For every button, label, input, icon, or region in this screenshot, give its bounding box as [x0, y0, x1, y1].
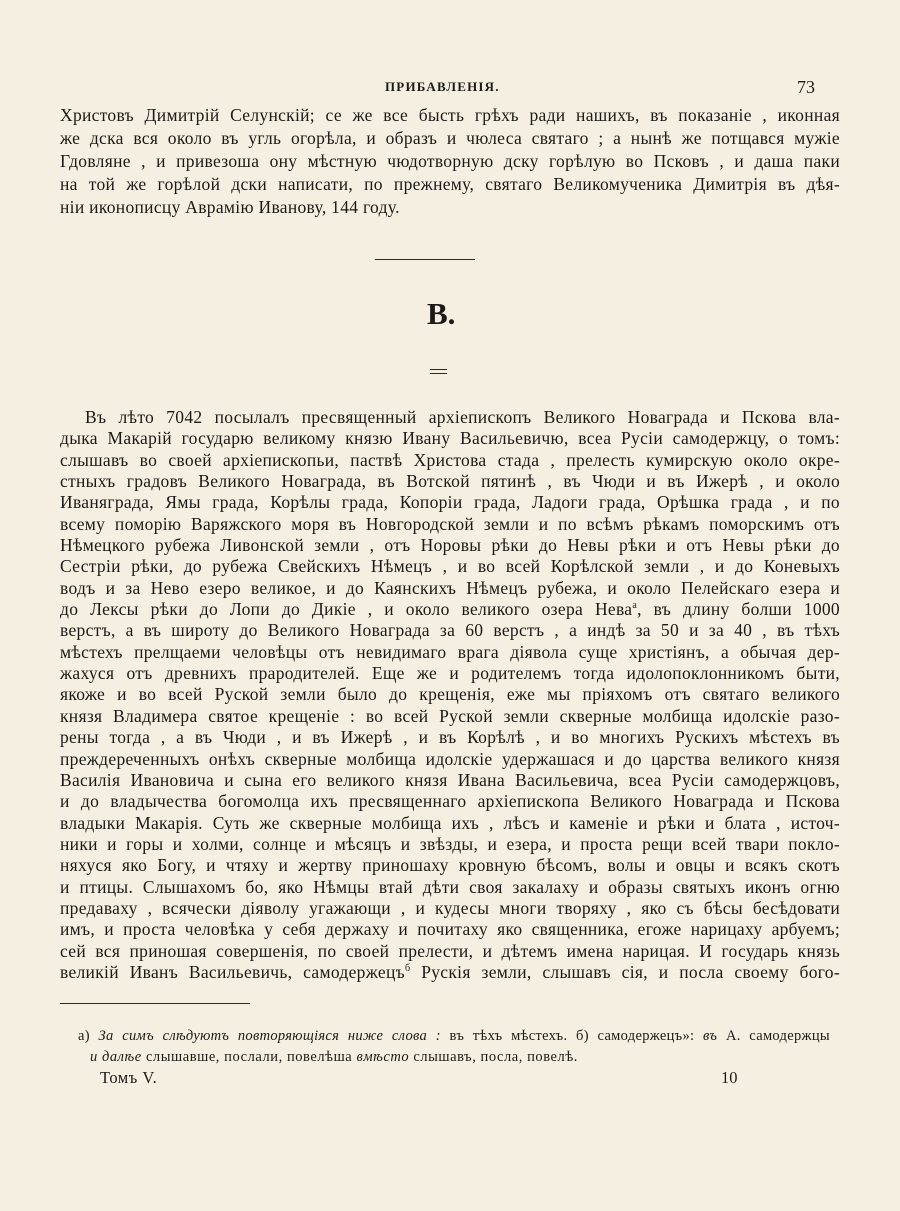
text-line [60, 599, 840, 620]
text-line: Нѣмецкого рубежа Ливонской земли , отъ Норовы рѣки до Невы рѣки и отъ Невы рѣки до [60, 535, 840, 556]
text-line: владыки Макарія. Суть же скверные молбища ихъ , лѣсъ и каменіе и рѣки и блата , источ- [60, 812, 840, 833]
text-line: верстъ, а въ широту до Великого Новаграда за 60 верстъ , а индѣ за 50 и за 40 , въ тѣхъ [60, 620, 840, 641]
text-line: Иваняграда, Ямы града, Корѣлы града, Копоріи града, Ладоги града, Орѣшка града , и по [60, 492, 840, 513]
page-number: 73 [797, 77, 815, 97]
text-segment: , въ длину болши 1000 [637, 599, 840, 620]
text-line: сей вся приношая совершенія, по своей прелести, и дѣтемъ имена нарицая. И государь князь [60, 940, 840, 961]
text-line: водъ и за Нево езеро великое, и до Каянскихъ Нѣмецъ рубежа, и около Пелейскаго езера и [60, 577, 840, 598]
text-line: якоже и во всей Руской земли было до крещенія, еже мы пріяхомъ отъ святаго великого [60, 684, 840, 705]
running-title: ПРИБАВЛЕНІЯ. [385, 79, 500, 94]
continued-paragraph [60, 104, 840, 219]
text-line: Христовъ Димитрій Селунскій; се же все бысть грѣхъ ради нашихъ, въ показаніе , иконная [60, 105, 840, 125]
main-paragraph [60, 407, 840, 983]
footnote-quoted-words: въ тѣхъ мѣстехъ. [449, 1028, 568, 1044]
text-line: предаваху , всячески діяволу угажающи , и кудесы многи творяху , яко съ бѣсы бесѣдовати [60, 897, 840, 918]
text-line: Въ лѣто 7042 посылалъ пресвященный архіепископъ Великого Новаграда и Пскова вла- [85, 407, 840, 427]
text-line: же дска вся около въ угль огорѣла, и образъ и чюлеса святаго ; а нынѣ же потщався мужіе [60, 128, 840, 148]
text-line: слышавъ во своей архіепископьи, паствѣ Христова стада , прелесть кумирскую около окре- [60, 449, 840, 470]
footnote-marker: б) [576, 1028, 589, 1044]
text-line: и птицы. Слышахомъ бо, яко Нѣмцы втай дѣти своя закалаху и образы святыхъ иконъ огню [60, 876, 840, 897]
footnote-variant-reading: А. самодержцы [725, 1028, 830, 1044]
volume-label: Томъ V. [100, 1068, 158, 1087]
footnote-editorial-note: За симъ слѣдуютъ повторяющіяся ниже слова : [98, 1028, 441, 1044]
text-line: ніи иконописцу Аврамію Иванову, 144 году. [60, 197, 400, 217]
text-line [60, 962, 840, 983]
text-line: ники и горы и холми, солнце и мѣсяцъ и звѣзды, и езера, и проста рещи всей твари покло- [60, 833, 840, 854]
text-line: жахуся отъ древнихъ прародителей. Еще же и родителемъ тогда идолопоклонникомъ быти, [60, 663, 840, 684]
text-segment: до Лексы рѣки до Лопи до Дикіе , и около великого озера Нева [60, 599, 633, 620]
footnote-mark: б [404, 962, 411, 974]
sheet-signature: 10 [721, 1068, 738, 1087]
text-line: князя Владимера святое крещеніе : во всей Руской земли скверные молбища идолскіе разо- [60, 705, 840, 726]
footnote-editorial-note: вмѣсто [356, 1049, 410, 1065]
text-line: Василія Ивановича и сына его великого князя Ивана Васильевича, всеа Русіи самодержцовъ, [60, 769, 840, 790]
text-line: Сестріи рѣки, до рубежа Свейскихъ Нѣмецъ , и во всей Корѣлской земли , и до Коневыхъ [60, 556, 840, 577]
text-line: мѣстехъ прелщаеми человѣцы отъ невидимаго врага діявола суще христіянъ, а обычая дер- [60, 641, 840, 662]
text-segment: Рускія земли, слышавъ сія, и посла своему бого- [410, 961, 840, 982]
footnote-mark: а [632, 600, 638, 612]
footnote-line [78, 1028, 830, 1045]
footnote-marker: а) [78, 1028, 90, 1044]
text-line: няхуся яко Богу, и чтяху и жертву приношаху кровную бѣсомъ, волы и овцы и всякъ скотъ [60, 855, 840, 876]
footnote-variant-reading: слышавше, послали, повелѣша [145, 1049, 353, 1065]
footnote-quoted-words: слышавъ, посла, повелѣ. [413, 1049, 578, 1065]
footnote-editorial-note: и далѣе [90, 1049, 142, 1065]
text-line: дыка Макарій государю великому князю Ивану Васильевичю, всеа Русіи самодержцу, о томъ: [60, 428, 840, 449]
footnote-line [90, 1049, 578, 1066]
text-line: и до владычества богомолца ихъ пресвященнаго архіепископа Великого Новаграда и Пскова [60, 791, 840, 812]
text-line: рены тогда , а въ Чюди , и въ Ижерѣ , и въ Корѣлѣ , и во многихъ Рускихъ мѣстехъ въ [60, 727, 840, 748]
text-line: имъ, и проста человѣка у себя держаху и почитаху яко священника, егоже нарицаху арбуемъ; [60, 919, 840, 940]
double-rule-ornament [430, 369, 447, 374]
footnote-separator-rule [60, 1003, 250, 1004]
text-line: всему поморію Варяжского моря въ Новгородской земли и по всѣмъ рѣкамъ поморскимъ отъ [60, 513, 840, 534]
text-line: стныхъ градовъ Великого Новаграда, въ Вотской пятинѣ , въ Чюди и въ Ижерѣ , и около [60, 471, 840, 492]
section-heading-letter: В. [427, 296, 456, 331]
footnote-lemma: самодержецъ»: [597, 1028, 695, 1044]
text-line: на той же горѣлой дски написати, по прежнему, святаго Великомученика Димитрія въ дѣя- [60, 174, 840, 194]
footnote-editorial-note: въ [703, 1028, 718, 1044]
section-divider-rule [375, 259, 475, 260]
text-segment: великій Иванъ Васильевичь, самодержецъ [60, 961, 405, 982]
text-line: преждереченныхъ онѣхъ скверные молбища идолскіе удержашася и до царства великого князя [60, 748, 840, 769]
text-line: Гдовляне , и привезоша ону мѣстную чюдотворную дску горѣлую во Псковъ , и даша паки [60, 151, 840, 171]
